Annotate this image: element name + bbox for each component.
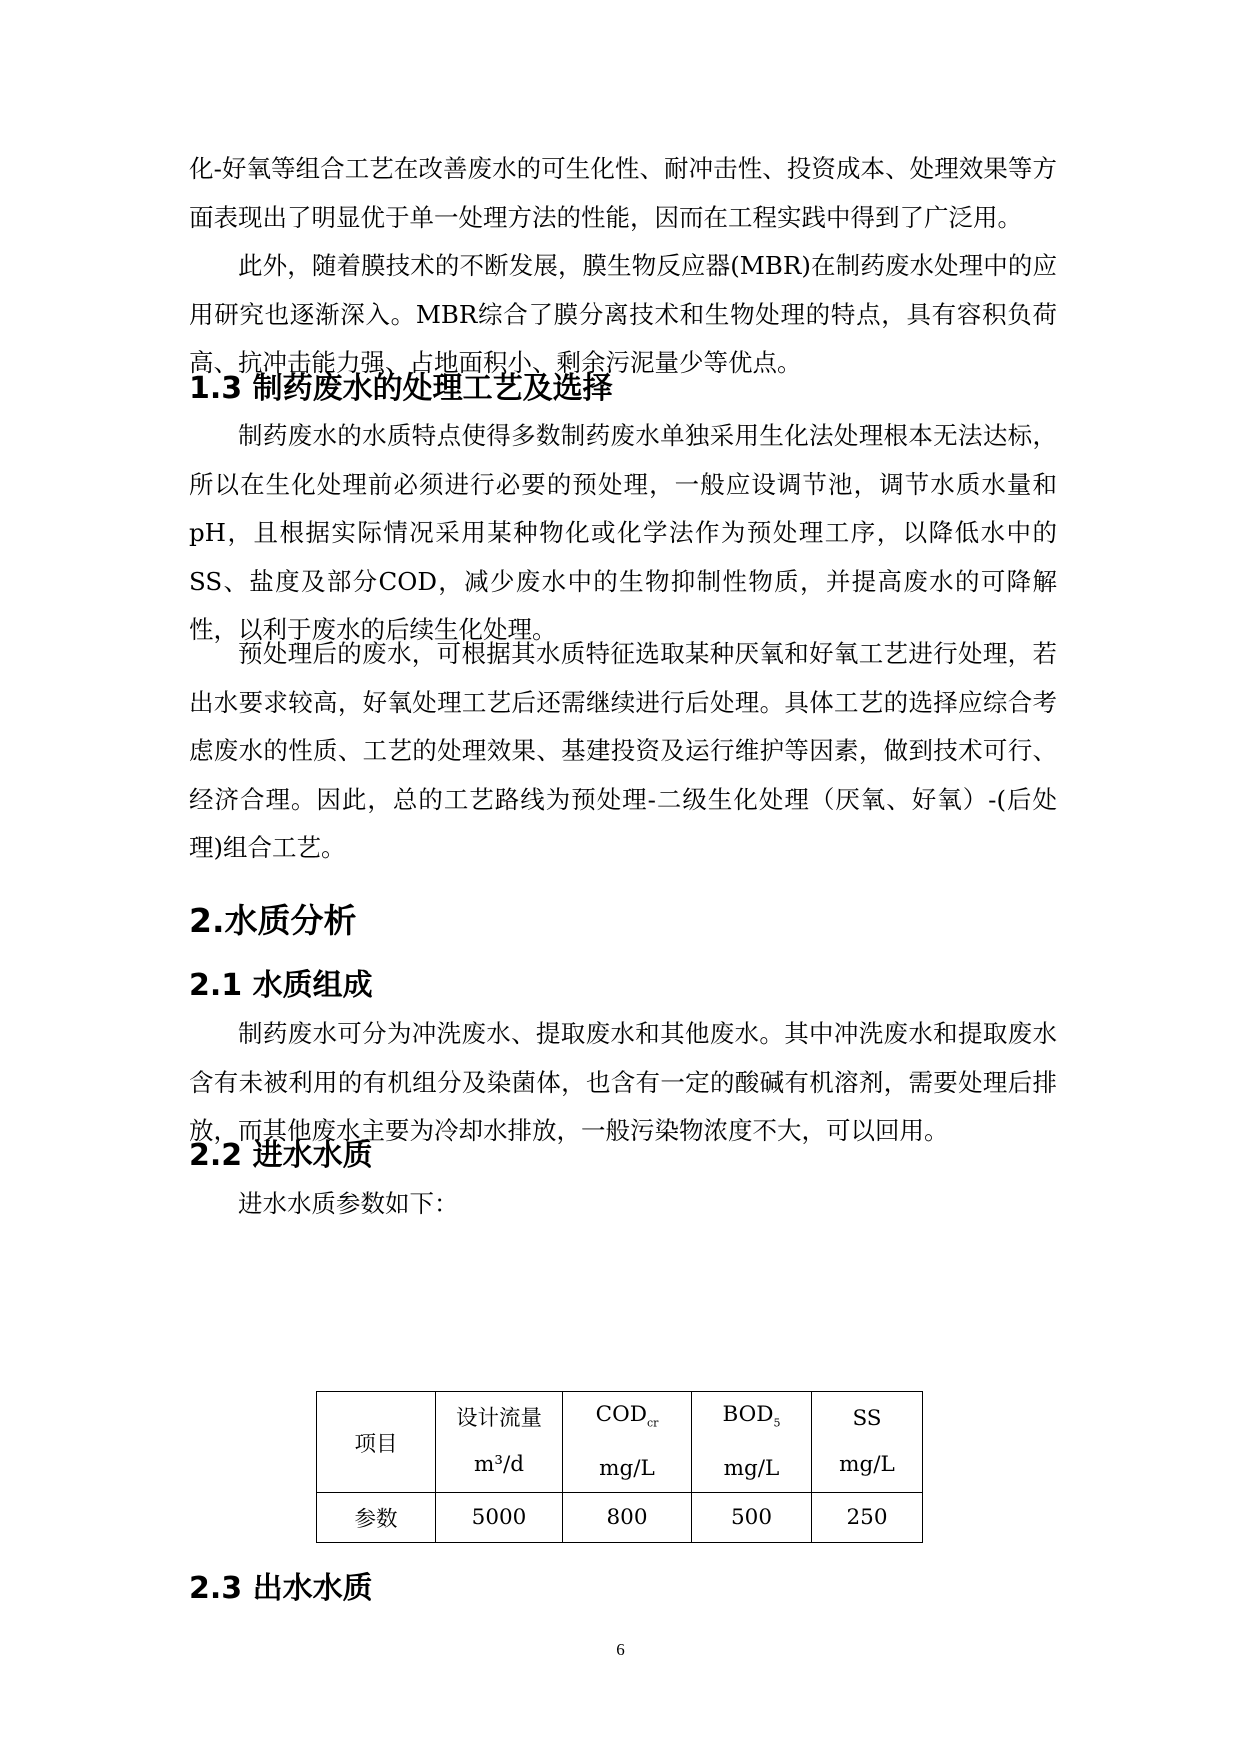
- header-cod-unit: mg/L: [599, 1456, 655, 1482]
- row-label-cell: 参数: [317, 1493, 436, 1543]
- heading-1-3: 1.3 制药废水的处理工艺及选择: [189, 371, 613, 406]
- row-ss-cell: 250: [812, 1493, 923, 1543]
- header-flow-unit: m³/d: [473, 1452, 524, 1478]
- heading-2-1: 2.1 水质组成: [189, 968, 373, 1003]
- heading-2: 2.水质分析: [189, 901, 357, 940]
- header-bod-unit: mg/L: [723, 1456, 780, 1482]
- header-cell-flow: [436, 1392, 563, 1493]
- heading-2-3: 2.3 出水水质: [189, 1571, 373, 1606]
- header-cell-ss: [812, 1392, 923, 1493]
- table-header-row: [317, 1392, 923, 1493]
- header-bod-label: [692, 1392, 811, 1446]
- header-cell-cod: [563, 1392, 692, 1493]
- header-ss-label: SS: [852, 1406, 882, 1432]
- page-number: 6: [616, 1640, 625, 1659]
- paragraph-table-intro: 进水水质参数如下：: [238, 1189, 459, 1218]
- header-cod-text: COD: [595, 1402, 647, 1427]
- row-bod-cell: 500: [692, 1493, 812, 1543]
- header-cod-label: [563, 1392, 691, 1446]
- paragraph-process-advantages: 化-好氧等组合工艺在改善废水的可生化性、耐冲击性、投资成本、处理效果等方面表现出了明显优于单一处理方法的性能，因而在工程实践中得到了广泛用。: [189, 154, 1057, 232]
- header-cod-subscript: cr: [646, 1416, 659, 1430]
- table-row: [317, 1493, 923, 1543]
- paragraph-water-composition: 制药废水可分为冲洗废水、提取废水和其他废水。其中冲洗废水和提取废水含有未被利用的有机组分及染菌体，也含有一定的酸碱有机溶剂，需要处理后排放，而其他废水主要为冷却水排放，一般污染物浓度不大，可以回用。: [189, 1019, 1057, 1145]
- paragraph-mbr: 此外，随着膜技术的不断发展，膜生物反应器(MBR)在制药废水处理中的应用研究也逐渐深入。MBR综合了膜分离技术和生物处理的特点，具有容积负荷高、抗冲击能力强、占地面积小、剩余污泥量少等优点。: [189, 251, 1057, 377]
- header-cell-item: 项目: [317, 1392, 436, 1493]
- header-cell-bod: [692, 1392, 812, 1493]
- paragraph-process-route: 预处理后的废水，可根据其水质特征选取某种厌氧和好氧工艺进行处理，若出水要求较高，好氧处理工艺后还需继续进行后处理。具体工艺的选择应综合考虑废水的性质、工艺的处理效果、基建投资及运行维护等因素，做到技术可行、经济合理。因此，总的工艺路线为预处理-二级生化处理（厌氧、好氧）-(后处理)组合工艺。: [189, 639, 1057, 862]
- row-flow-cell: 5000: [436, 1493, 563, 1543]
- header-flow-label: 设计流量: [455, 1406, 542, 1432]
- row-cod-cell: 800: [563, 1493, 692, 1543]
- header-bod-subscript: 5: [773, 1416, 781, 1430]
- header-bod-text: BOD: [722, 1402, 774, 1427]
- header-ss-unit: mg/L: [839, 1452, 895, 1478]
- heading-2-2: 2.2 进水水质: [189, 1138, 373, 1173]
- influent-quality-table: [316, 1391, 923, 1543]
- paragraph-pretreatment: 制药废水的水质特点使得多数制药废水单独采用生化法处理根本无法达标，所以在生化处理前必须进行必要的预处理，一般应设调节池，调节水质水量和pH，且根据实际情况采用某种物化或化学法作为预处理工序，以降低水中的SS、盐度及部分COD，减少废水中的生物抑制性物质，并提高废水的可降解性，以利于废水的后续生化处理。: [189, 421, 1057, 644]
